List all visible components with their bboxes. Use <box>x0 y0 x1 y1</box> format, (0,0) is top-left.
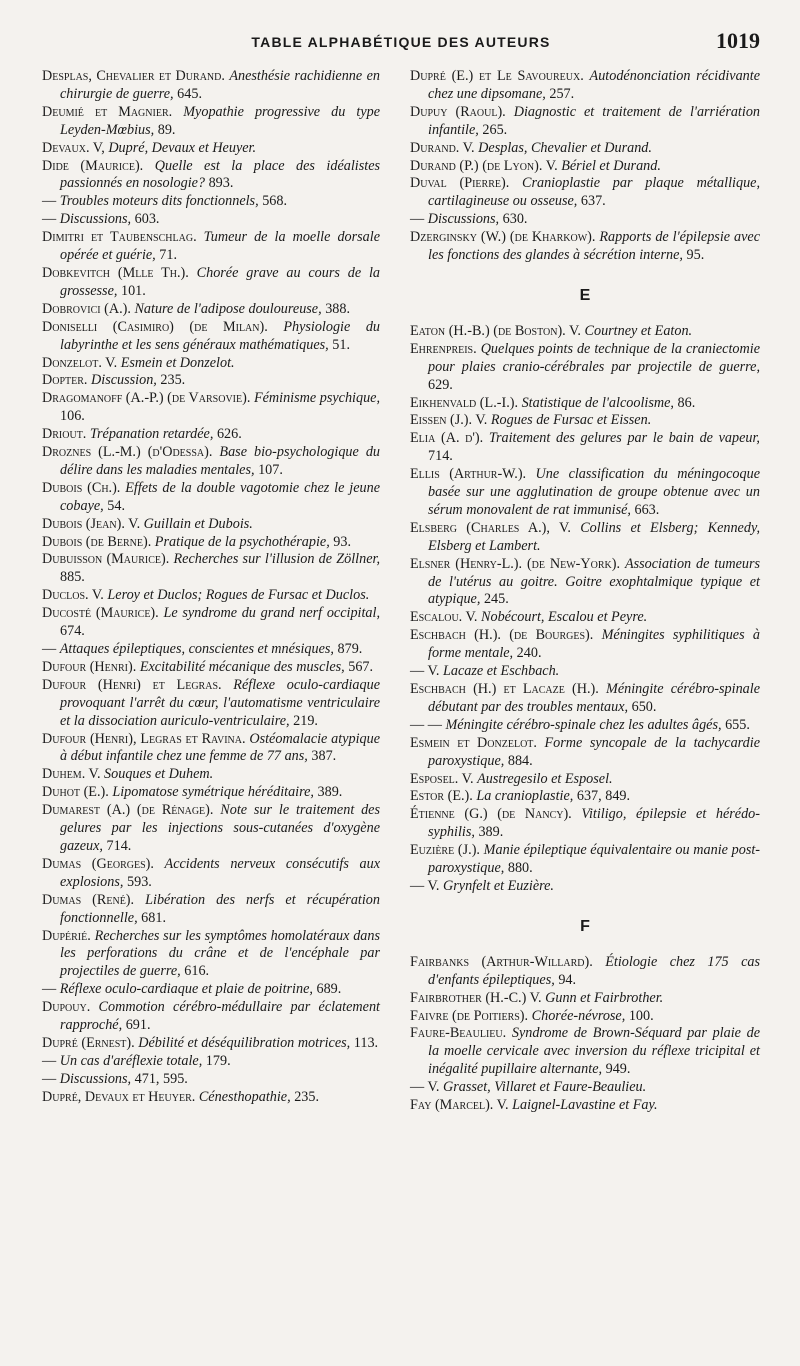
entry-title: Autodénonciation récidivante chez une dipsomane, <box>428 68 760 102</box>
section-heading-e: E <box>579 286 591 304</box>
entry-author: — V. <box>410 877 440 894</box>
entry-title: Manie épileptique équivalentaire ou manie post-paroxystique, <box>428 842 761 877</box>
entry-author: Dopter. <box>42 372 88 389</box>
entry-author: Esposel. V. <box>410 770 474 787</box>
index-entry <box>42 104 380 140</box>
entry-title: Guillain et Dubois. <box>143 515 253 532</box>
entry-title: Accidents nerveux consécutifs aux explosions, <box>60 855 381 890</box>
entry-title: Physiologie du labyrinthe et les sens généraux mathématiques, <box>60 318 381 353</box>
entry-author: — V. <box>410 1079 440 1096</box>
entry-title: Statistique de l'alcoolisme, <box>521 394 674 411</box>
index-entry <box>410 878 760 896</box>
entry-title: Réflexe oculo-cardiaque et plaie de poitrine, <box>59 981 313 998</box>
entry-title: Étiologie chez 175 cas d'enfants épileptiques, <box>428 953 760 988</box>
entry-title: Réflexe oculo-cardiaque provoquant l'arrêt du cœur, l'automatisme ventriculaire et la dissociation auriculo-ventriculaire, <box>60 676 381 729</box>
entry-page-ref: 388. <box>325 300 351 317</box>
index-entry <box>410 412 760 430</box>
entry-author: Dumas (Georges). <box>42 855 154 872</box>
entry-title: Traitement des gelures par le bain de vapeur, <box>488 430 760 447</box>
index-entry <box>410 681 760 717</box>
entry-page-ref: 567. <box>348 658 374 675</box>
entry-title: Féminisme psychique, <box>253 390 381 407</box>
entry-author: Dimitri et Taubenschlag. <box>42 229 197 246</box>
entry-author: Eschbach (H.). (de Bourges). <box>410 627 594 644</box>
entry-page-ref: 179. <box>205 1052 231 1069</box>
entry-page-ref: 650. <box>631 698 657 715</box>
entry-author: — V. <box>410 663 440 680</box>
index-entry <box>410 842 760 878</box>
index-entry <box>410 609 760 627</box>
entry-author: Faivre (de Poitiers). <box>410 1007 529 1024</box>
entry-page-ref: 235. <box>160 372 186 389</box>
entry-author: Étienne (G.) (de Nancy). <box>410 806 572 823</box>
entry-title: Trépanation retardée, <box>89 426 214 443</box>
index-entry <box>42 301 380 319</box>
index-entry <box>42 516 380 534</box>
entry-title: Cranioplastie par plaque métallique, cartilagineuse ou osseuse, <box>428 175 761 210</box>
entry-author: — <box>42 211 57 228</box>
entry-author: Dupuy (Raoul). <box>410 103 506 120</box>
entry-author: Elia (A. d'). <box>410 430 484 447</box>
index-entry <box>42 856 380 892</box>
entry-author: Droznes (L.-M.) (d'Odessa). <box>42 444 213 461</box>
index-entry <box>410 556 760 610</box>
entry-title: Quelle est la place des idéalistes passionnés en nosologie? <box>60 157 381 192</box>
entry-author: Dide (Maurice). <box>42 157 144 174</box>
index-entry <box>410 395 760 413</box>
entry-page-ref: 691. <box>125 1017 151 1034</box>
entry-author: Durand (P.) (de Lyon). V. <box>410 157 558 174</box>
index-entry <box>410 140 760 158</box>
entry-author: — <box>42 641 57 657</box>
entry-title: Un cas d'aréflexie totale, <box>59 1052 203 1069</box>
entry-title: Chorée grave au cours de la grossesse, <box>60 264 381 299</box>
entry-page-ref: 629. <box>428 376 453 393</box>
entry-title: Excitabilité mécanique des muscles, <box>139 658 345 675</box>
entry-author: Elsberg (Charles A.), V. <box>410 519 571 536</box>
e-entries <box>410 323 760 896</box>
entry-page-ref: 674. <box>60 623 85 640</box>
index-entry <box>410 430 760 466</box>
entry-page-ref: 880. <box>507 860 533 877</box>
entry-author: Eaton (H.-B.) (de Boston). V. <box>410 322 581 339</box>
entry-title: Discussions, <box>427 211 500 228</box>
section-heading-f: F <box>580 917 590 935</box>
entry-title: Laignel-Lavastine et Fay. <box>512 1097 658 1114</box>
entry-title: Collins et Elsberg; Kennedy, Elsberg et Lambert. <box>428 519 761 554</box>
entry-author: Dufour (Henri) et Legras. <box>42 676 222 693</box>
entry-title: Bériel et Durand. <box>561 157 661 174</box>
index-entry <box>42 551 380 587</box>
entry-page-ref: 714. <box>106 837 132 854</box>
entry-author: Dubuisson (Maurice). <box>42 551 170 568</box>
entry-author: — <box>42 981 57 998</box>
entry-title: Cénesthopathie, <box>198 1088 291 1105</box>
entry-page-ref: 616. <box>184 963 210 980</box>
entry-author: Doniselli (Casimiro) (de Milan). <box>42 318 268 335</box>
entry-title: Discussions, <box>59 211 132 228</box>
running-title: TABLE ALPHABÉTIQUE DES AUTEURS <box>251 34 551 50</box>
index-entry <box>410 211 760 229</box>
entry-page-ref: 71. <box>159 247 178 264</box>
index-entry <box>42 140 380 158</box>
entry-page-ref: 93. <box>333 533 352 550</box>
entry-title: Desplas, Chevalier et Durand. <box>478 139 652 156</box>
entry-page-ref: 471, 595. <box>134 1070 188 1087</box>
entry-title: Débilité et déséquilibration motrices, <box>138 1034 351 1051</box>
index-entry <box>42 158 380 194</box>
entry-author: Eissen (J.). V. <box>410 412 488 429</box>
entry-author: Dzerginsky (W.) (de Kharkow). <box>410 229 596 246</box>
entry-author: Fay (Marcel). V. <box>410 1097 509 1114</box>
index-entry <box>410 1079 760 1097</box>
entry-page-ref: 884. <box>507 752 533 769</box>
entry-title: Commotion cérébro-médullaire par éclatement rapproché, <box>60 999 380 1034</box>
index-entry <box>42 605 380 641</box>
index-entry <box>42 193 380 211</box>
entry-author: Dobrovici (A.). <box>42 300 131 317</box>
index-entry <box>410 341 760 395</box>
entry-title: Attaques épileptiques, conscientes et mnésiques, <box>59 641 334 657</box>
f-entries <box>410 954 760 1115</box>
entry-author: Dupouy. <box>42 999 91 1016</box>
index-entry <box>410 229 760 265</box>
entry-title: Nature de l'adipose douloureuse, <box>134 300 322 317</box>
entry-page-ref: 51. <box>332 336 350 353</box>
entry-page-ref: 265. <box>482 121 508 138</box>
index-entry <box>42 319 380 355</box>
index-entry <box>410 1025 760 1079</box>
entry-title: Esmein et Donzelot. <box>120 354 235 371</box>
entry-author: Faure-Beaulieu. <box>410 1025 507 1042</box>
entry-title: Nobécourt, Escalou et Peyre. <box>481 609 648 626</box>
index-entry <box>410 717 760 735</box>
index-entry <box>410 175 760 211</box>
entry-page-ref: 689. <box>316 981 342 998</box>
index-entry <box>42 1053 380 1071</box>
entry-author: Driout. <box>42 426 87 443</box>
entry-page-ref: 593. <box>127 873 152 890</box>
index-entry <box>42 892 380 928</box>
entry-page-ref: 89. <box>157 121 176 138</box>
index-entry <box>42 480 380 516</box>
entry-page-ref: 389. <box>478 824 504 841</box>
index-entry <box>42 587 380 605</box>
entry-title: Lacaze et Eschbach. <box>443 663 560 680</box>
entry-page-ref: 219. <box>293 712 318 729</box>
entry-author: — <box>410 211 425 228</box>
entry-title: Troubles moteurs dits fonctionnels, <box>59 193 259 210</box>
entry-title: Méningites syphilitiques à forme mentale, <box>428 627 760 662</box>
entry-title: Base bio-psychologique du délire dans les maladies mentales, <box>60 444 381 478</box>
entry-page-ref: 245. <box>483 591 509 608</box>
index-entry <box>410 954 760 990</box>
entry-title: Myopathie progressive du type Leyden-Mœbius, <box>60 103 381 138</box>
index-entry <box>42 677 380 731</box>
entry-author: Eikhenvald (L.-I.). <box>410 394 519 411</box>
entry-page-ref: 106. <box>60 408 85 425</box>
entry-title: Vitiligo, épilepsie et hérédo-syphilis, <box>428 806 760 841</box>
entry-author: Duval (Pierre). <box>410 175 510 192</box>
index-entry <box>42 802 380 856</box>
entry-title: Rogues de Fursac et Eissen. <box>490 412 652 429</box>
entry-author: Dumas (René). <box>42 891 135 908</box>
entry-page-ref: 663. <box>634 501 660 518</box>
entry-author: Dubois (Jean). V. <box>42 515 141 532</box>
index-entry <box>410 627 760 663</box>
entry-title: Forme syncopale de la tachycardie paroxystique, <box>428 734 761 769</box>
index-entry <box>410 158 760 176</box>
index-entry <box>42 1071 380 1089</box>
entry-page-ref: 645. <box>177 85 202 102</box>
index-entry <box>42 1089 380 1107</box>
entry-author: Dupré (E.) et Le Savoureux. <box>410 68 584 84</box>
index-entry <box>42 1035 380 1053</box>
entry-title: Discussions, <box>59 1070 132 1087</box>
entry-title: Recherches sur l'illusion de Zöllner, <box>173 551 380 568</box>
entry-author: — <box>42 1070 57 1087</box>
index-entry <box>410 788 760 806</box>
entry-author: Duhem. V. <box>42 766 101 783</box>
entry-page-ref: 681. <box>141 909 166 926</box>
entry-title: Grynfelt et Euzière. <box>443 877 554 894</box>
entry-page-ref: 879. <box>337 641 363 657</box>
entry-author: Dufour (Henri), Legras et Ravina. <box>42 730 246 747</box>
entry-page-ref: 885. <box>60 569 85 586</box>
entry-author: Dragomanoff (A.-P.) (de Varsovie). <box>42 390 251 407</box>
entry-author: — <box>42 1052 57 1069</box>
entry-author: Devaux. V, <box>42 139 105 156</box>
entry-title: Ostéomalacie atypique à début infantile chez une femme de 77 ans, <box>60 730 381 765</box>
entry-title: Recherches sur les symptômes homolatéraux dans les perforations du crâne et de l'encéphale par projectiles de guerre, <box>60 927 380 980</box>
entry-page-ref: 949. <box>605 1061 631 1078</box>
page-number: 1019 <box>716 28 760 53</box>
index-entry <box>42 731 380 767</box>
entry-page-ref: 893. <box>208 175 234 192</box>
entry-title: Gunn et Fairbrother. <box>545 989 664 1006</box>
entry-author: Escalou. V. <box>410 609 478 626</box>
entry-page-ref: 86. <box>677 394 696 411</box>
entry-page-ref: 95. <box>686 247 705 264</box>
entry-title: Diagnostic et traitement de l'arriération infantile, <box>428 103 761 138</box>
entry-author: Donzelot. V. <box>42 354 118 371</box>
index-entry <box>410 104 760 140</box>
right-column <box>410 68 760 1115</box>
index-entry <box>42 659 380 677</box>
index-entry <box>42 211 380 229</box>
entry-author: Fairbrother (H.-C.) V. <box>410 989 542 1006</box>
entry-author: — <box>42 193 57 210</box>
entry-author: Dubois (de Berne). <box>42 533 152 550</box>
entry-title: Note sur le traitement des gelures par les injections sous-cutanées d'oxygène gazeux, <box>60 802 380 854</box>
entry-author: Duhot (E.). <box>42 784 109 801</box>
entry-title: Chorée-névrose, <box>531 1007 626 1024</box>
entry-title: Effets de la double vagotomie chez le jeune cobaye, <box>60 479 381 514</box>
left-column <box>42 68 380 1107</box>
entry-page-ref: 101. <box>120 282 146 299</box>
index-entry <box>42 390 380 426</box>
entry-title: Souques et Duhem. <box>104 766 214 783</box>
entry-author: Esmein et Donzelot. <box>410 734 537 751</box>
index-entry <box>410 1008 760 1026</box>
entry-title: Association de tumeurs de l'utérus au goitre. Goitre exophtalmique typique et atypique, <box>428 555 761 608</box>
entry-title: Tumeur de la moelle dorsale opérée et guérie, <box>60 229 381 264</box>
entry-author: Dufour (Henri). <box>42 658 137 675</box>
entry-title: Libération des nerfs et récupération fonctionnelle, <box>60 891 380 926</box>
entry-author: Euzière (J.). <box>410 842 480 859</box>
index-entry <box>410 663 760 681</box>
entry-page-ref: 94. <box>558 971 577 988</box>
entry-author: — — <box>410 716 442 733</box>
entry-page-ref: 107. <box>258 461 283 478</box>
entry-title: Discussion, <box>91 372 157 389</box>
entry-page-ref: 240. <box>516 645 542 662</box>
index-entry <box>42 981 380 999</box>
entry-author: Elsner (Henry-L.). (de New-York). <box>410 555 621 572</box>
index-entry <box>410 771 760 789</box>
entry-title: Pratique de la psychothérapie, <box>154 533 330 550</box>
index-entry <box>410 735 760 771</box>
entry-page-ref: 235. <box>294 1088 320 1105</box>
entry-page-ref: 568. <box>262 193 288 210</box>
entry-author: Deumié et Magnier. <box>42 103 173 120</box>
index-entry <box>410 1097 760 1115</box>
entry-title: Quelques points de technique de la craniectomie pour plaies cranio-cérébrales par projectile de guerre, <box>428 340 760 375</box>
entry-page-ref: 113. <box>353 1034 379 1051</box>
entry-page-ref: 100. <box>628 1007 654 1024</box>
index-entry <box>42 641 380 659</box>
entry-author: Fairbanks (Arthur-Willard). <box>410 953 593 970</box>
index-entry <box>410 68 760 104</box>
entry-author: Dubois (Ch.). <box>42 479 121 496</box>
entry-author: Ehrenpreis. <box>410 340 477 357</box>
index-entry <box>42 68 380 104</box>
index-entry <box>410 806 760 842</box>
entry-author: Durand. V. <box>410 139 475 156</box>
index-entry <box>42 444 380 480</box>
entry-title: La cranioplastie, <box>476 788 574 805</box>
entry-page-ref: 387. <box>311 748 337 765</box>
entry-title: Leroy et Duclos; Rogues de Fursac et Duclos. <box>107 587 370 604</box>
entry-author: Dupré, Devaux et Heuyer. <box>42 1088 196 1105</box>
entry-title: Grasset, Villaret et Faure-Beaulieu. <box>443 1079 647 1096</box>
index-entry <box>42 355 380 373</box>
entry-title: Anesthésie rachidienne en chirurgie de guerre, <box>60 68 380 102</box>
entry-author: Ellis (Arthur-W.). <box>410 466 527 483</box>
index-entry <box>410 520 760 556</box>
index-entry <box>42 372 380 390</box>
index-entry <box>42 928 380 982</box>
entry-page-ref: 655. <box>725 716 750 733</box>
index-entry <box>42 534 380 552</box>
index-entry <box>42 766 380 784</box>
entry-title: Rapports de l'épilepsie avec les fonctions des glandes à sécrétion interne, <box>428 229 761 264</box>
entry-author: Dupré (Ernest). <box>42 1034 135 1051</box>
entry-title: Courtney et Eaton. <box>584 322 693 339</box>
entry-author: Desplas, Chevalier et Durand. <box>42 68 225 84</box>
entry-title: Le syndrome du grand nerf occipital, <box>163 605 381 622</box>
page-header <box>42 28 760 58</box>
entry-page-ref: 637, 849. <box>576 788 631 805</box>
index-entry <box>42 784 380 802</box>
entry-page-ref: 54. <box>107 497 126 514</box>
entry-title: Syndrome de Brown-Séquard par plaie de la moelle cervicale avec inversion du réflexe tricipital et inégalité pupillaire alternante, <box>428 1025 761 1078</box>
entry-author: Dupérié. <box>42 927 91 944</box>
index-entry <box>42 999 380 1035</box>
entry-author: Dumarest (A.) (de Rénage). <box>42 802 214 819</box>
d-entries-continued <box>410 68 760 265</box>
entry-title: Méningite cérébro-spinale débutant par des troubles mentaux, <box>428 681 760 715</box>
entry-title: Austregesilo et Esposel. <box>477 770 613 787</box>
entry-title: Dupré, Devaux et Heuyer. <box>108 139 257 156</box>
index-entry <box>42 265 380 301</box>
entry-page-ref: 637. <box>580 193 606 210</box>
index-entry <box>42 229 380 265</box>
entry-title: Lipomatose symétrique héréditaire, <box>112 784 314 801</box>
entry-author: Duclos. V. <box>42 587 104 604</box>
entry-page-ref: 630. <box>502 211 528 228</box>
entry-page-ref: 389. <box>317 784 343 801</box>
entry-page-ref: 603. <box>134 211 160 228</box>
entry-page-ref: 257. <box>549 85 575 102</box>
entry-author: Estor (E.). <box>410 788 473 805</box>
entry-author: Eschbach (H.) et Lacaze (H.). <box>410 681 599 697</box>
index-entry <box>42 426 380 444</box>
entry-page-ref: 714. <box>428 448 453 465</box>
entry-page-ref: 626. <box>216 426 242 443</box>
index-entry <box>410 990 760 1008</box>
index-entry <box>410 323 760 341</box>
entry-author: Ducosté (Maurice). <box>42 605 159 622</box>
entry-author: Dobkevitch (Mlle Th.). <box>42 264 189 281</box>
entry-title: Méningite cérébro-spinale chez les adultes âgés, <box>445 716 722 733</box>
index-entry <box>410 466 760 520</box>
entry-title: Une classification du méningocoque basée sur une agglutination de groupe obtenue avec un sérum monovalent de rat immunisé, <box>428 466 760 518</box>
